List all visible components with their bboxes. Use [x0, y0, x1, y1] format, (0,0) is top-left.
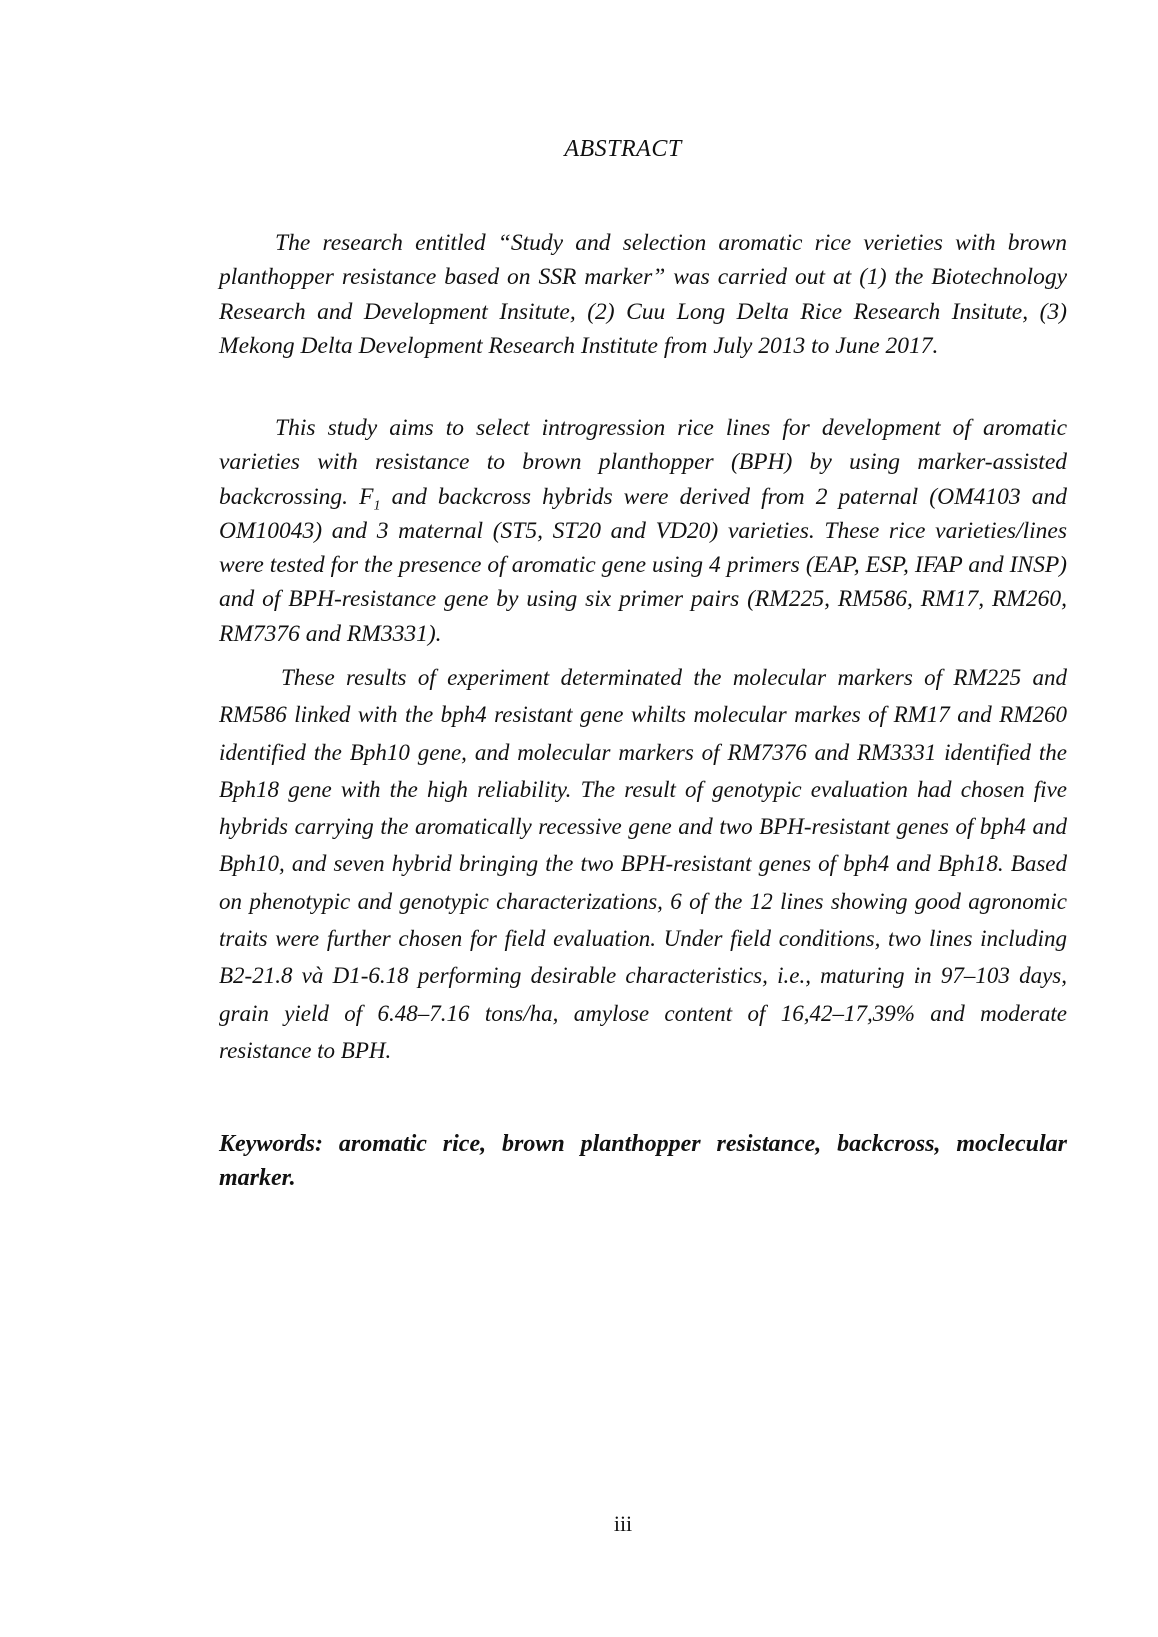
paragraph-1-lead: The research entitled “Study and selection aromatic rice [275, 230, 852, 256]
keywords-line: Keywords: aromatic rice, brown planthopper resistance, backcross, moclecular marker. [219, 1131, 1067, 1191]
page-number: iii [613, 1511, 633, 1536]
abstract-heading: ABSTRACT [564, 136, 682, 162]
paragraph-1-rest: verieties with brown planthopper resistance based on SSR marker” was carried out at (1) the Biotechnology Research and Development Insitute, (2) Cuu Long Delta Rice Research Insitute, (3) Mekong Delta Development Research Institute from July 2013 to June 2017. [219, 230, 1068, 359]
abstract-paragraph-3: These results of experiment determinated the molecular markers of RM225 and RM586 linked with the bph4 resistant gene whilts molecular markes of RM17 and RM260 identified the Bph10 gene, and molecular markers of RM7376 and RM3331 identified the Bph18 gene with the high reliability. The result of genotypic evaluation had chosen five hybrids carrying the aromatically recessive gene and two BPH-resistant genes of bph4 and Bph10, and seven hybrid bringing the two BPH-resistant genes of bph4 and Bph18. Based on phenotypic and genotypic characterizations, 6 of the 12 lines showing good agronomic traits were further chosen for field evaluation. Under field conditions, two lines including B2-21.8 và D1-6.18 performing desirable characteristics, i.e., maturing in 97–103 days, grain yield of 6.48–7.16 tons/ha, amylose content of 16,42–17,39% and moderate resistance to BPH. [219, 665, 1067, 1063]
abstract-paragraph-1 [219, 226, 1067, 363]
abstract-paragraph-2 [219, 411, 1067, 651]
paragraph-2-after-subscript: and backcross hybrids were derived from 2 paternal (OM4103 and OM10043) and 3 maternal (ST5, ST20 and VD20) varieties. These rice varieties/lines were tested for the presence of aromatic gene using 4 primers (EAP, ESP, IFAP and INSP) and of BPH-resistance gene by using six primer pairs (RM225, RM586, RM17, RM260, RM7376 and RM3331). [219, 483, 1067, 647]
paragraph-2-subscript: 1 [373, 497, 381, 514]
paragraph-2-before-subscript: This study aims to select introgression rice lines for development of aromatic varieties with resistance to brown planthopper (BPH) by using marker-assisted backcrossing. F [219, 415, 1067, 510]
